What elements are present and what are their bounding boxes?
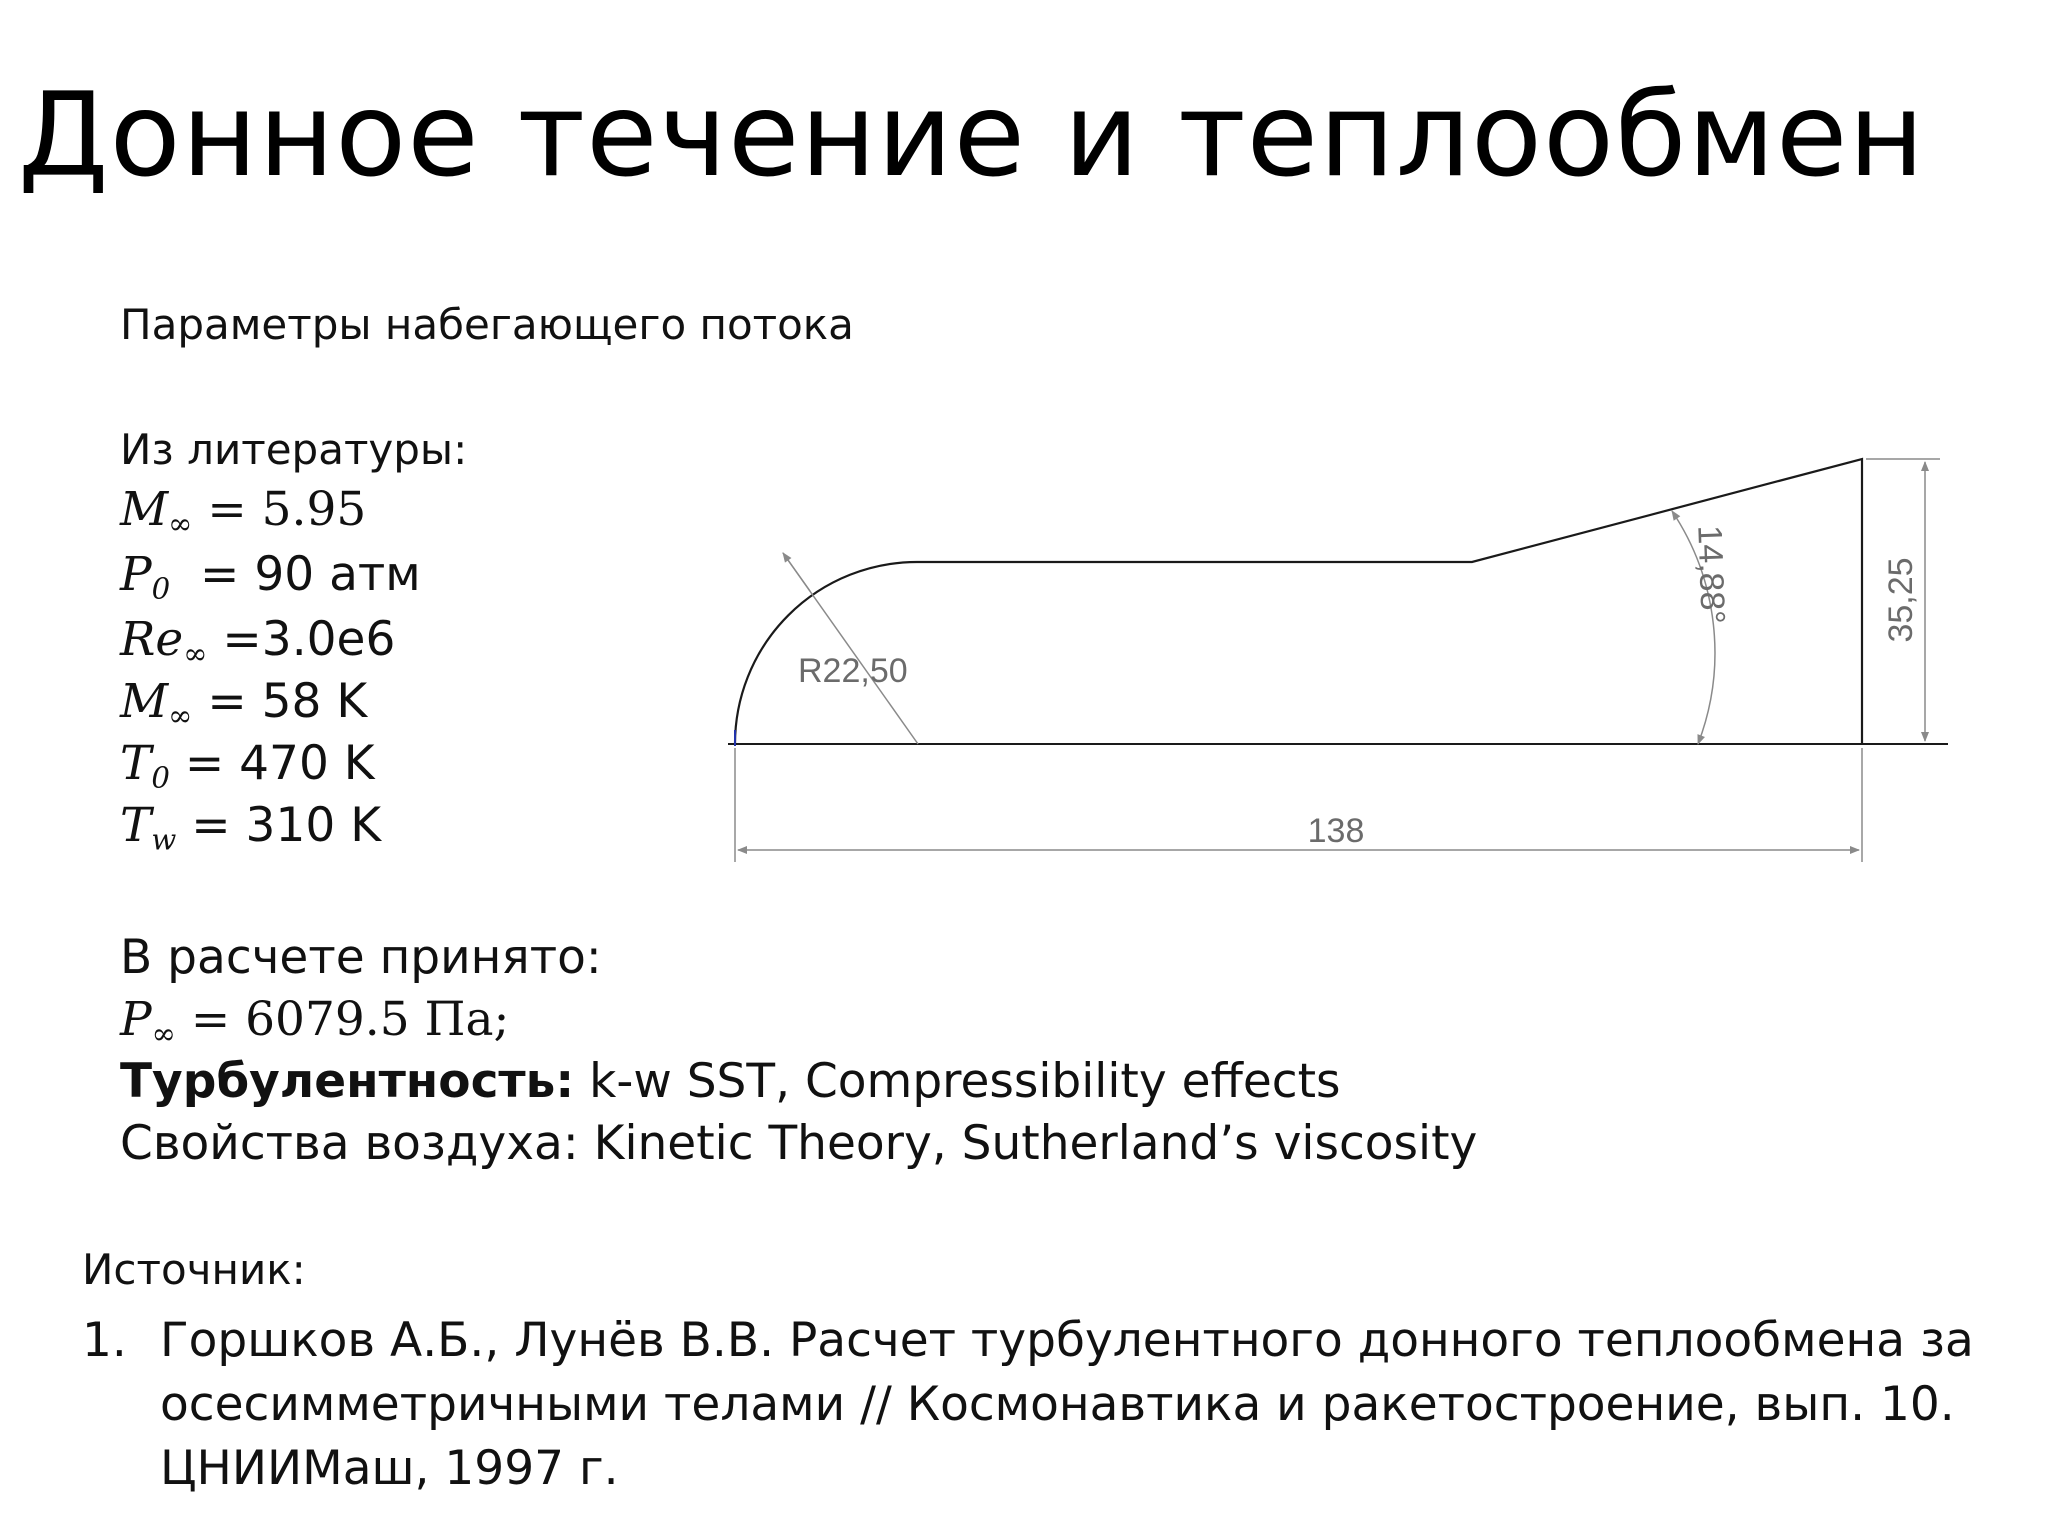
param-symbol: $T_0$: [120, 736, 170, 795]
param-symbol: $M_\infty$: [120, 482, 193, 541]
slide-title: Донное течение и теплообмен: [18, 68, 1926, 203]
param-symbol: $T_w$: [120, 798, 177, 857]
radius-label: R22,50: [798, 652, 908, 690]
turbulence-value: k-w SST, Compressibility effects: [574, 1054, 1341, 1109]
param-symbol: $Re_\infty$: [120, 612, 208, 671]
turbulence-label: Турбулентность:: [120, 1054, 575, 1109]
height-label: 35,25: [1882, 557, 1920, 643]
param-value: = 310 K: [176, 798, 382, 853]
param-value: = 470 K: [169, 736, 375, 791]
param-value: = 58 K: [192, 674, 368, 729]
param-symbol: $P_0$: [120, 547, 171, 606]
params-header: Параметры набегающего потока: [120, 300, 854, 349]
param-symbol: $P_\infty$: [120, 992, 176, 1051]
angle-label: 14,88°: [1690, 524, 1732, 625]
source-section: [82, 1245, 1982, 1496]
reference-text: Горшков А.Б., Лунёв В.В. Расчет турбулентного донного теплообмена за осесимметричными телами // Космонавтика и ракетостроение, вып. 10. ЦНИИМаш, 1997 г.: [160, 1313, 1974, 1496]
source-label: Источник:: [82, 1245, 306, 1294]
param-symbol: $M_\infty$: [120, 674, 193, 733]
radius-arrow: [783, 553, 810, 591]
literature-label: Из литературы:: [120, 425, 468, 474]
param-value: = 5.95: [192, 482, 367, 537]
param-value: = 6079.5 Па;: [175, 992, 510, 1047]
air-properties: Свойства воздуха: Kinetic Theory, Sutherland’s viscosity: [120, 1116, 1478, 1171]
param-value: = 90 атм: [170, 547, 421, 602]
reference-number: 1.: [82, 1313, 127, 1368]
param-value: =3.0e6: [207, 612, 396, 667]
assumed-label: В расчете принято:: [120, 930, 602, 985]
length-label: 138: [1307, 812, 1365, 850]
